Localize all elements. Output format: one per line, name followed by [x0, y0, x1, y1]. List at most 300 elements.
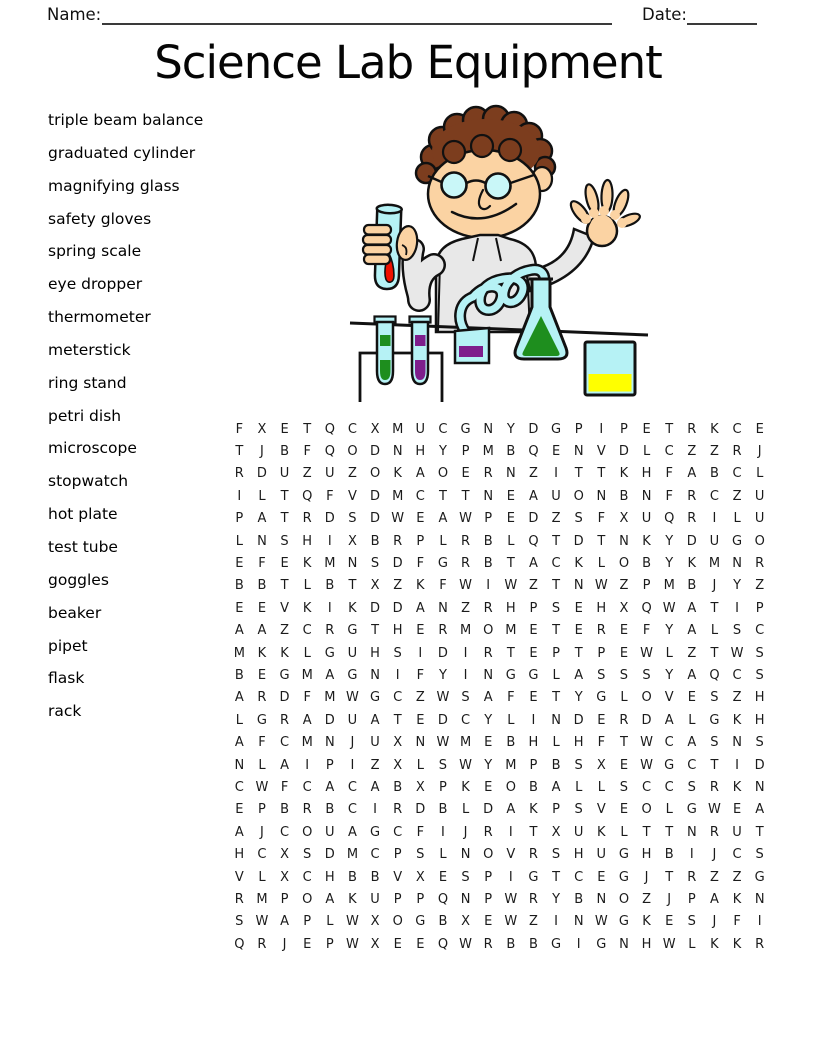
word-list-item: triple beam balance [48, 111, 204, 129]
grid-row [228, 597, 771, 619]
grid-letter: M [346, 847, 359, 863]
grid-letter: T [280, 578, 289, 594]
grid-letter: Y [665, 533, 674, 549]
grid-letter: G [618, 914, 629, 930]
grid-letter: X [393, 735, 403, 751]
grid-letter: S [574, 511, 583, 527]
grid-letter: P [574, 421, 583, 437]
grid-letter: Q [664, 511, 675, 527]
grid-letter: Z [642, 891, 652, 907]
grid-letter: S [416, 847, 425, 863]
grid-letter: I [508, 824, 513, 840]
grid-letter: G [370, 690, 381, 706]
grid-letter: H [754, 690, 765, 706]
grid-letter: D [324, 847, 335, 863]
grid-letter: I [486, 578, 491, 594]
grid-row [228, 799, 771, 821]
grid-letter: Z [280, 623, 290, 639]
grid-letter: I [712, 511, 717, 527]
grid-letter: G [754, 869, 765, 885]
grid-letter: Q [528, 444, 539, 460]
grid-letter: B [528, 779, 538, 795]
grid-letter: T [280, 511, 289, 527]
grid-letter: G [709, 712, 720, 728]
grid-row [228, 508, 771, 530]
grid-letter: L [756, 466, 764, 482]
grid-letter: G [528, 869, 539, 885]
grid-letter: Q [437, 936, 449, 952]
test-tube-rack [360, 317, 442, 403]
grid-letter: V [664, 690, 674, 706]
grid-letter: T [710, 757, 719, 773]
grid-letter: S [710, 735, 719, 751]
grid-letter: S [370, 556, 380, 572]
grid-letter: K [687, 556, 697, 572]
grid-letter: S [551, 847, 561, 863]
grid-letter: F [416, 824, 425, 840]
grid-letter: W [436, 735, 450, 751]
grid-letter: V [506, 847, 516, 863]
grid-letter: E [665, 914, 674, 930]
grid-letter: E [687, 690, 696, 706]
grid-letter: L [620, 690, 628, 706]
grid-letter: P [416, 891, 425, 907]
grid-letter: T [665, 824, 674, 840]
grid-letter: V [347, 488, 357, 504]
grid-letter: A [257, 511, 267, 527]
grid-letter: K [574, 556, 583, 572]
grid-letter: V [596, 444, 606, 460]
name-label: Name: [47, 5, 102, 24]
grid-letter: C [732, 466, 742, 482]
grid-letter: S [574, 802, 583, 818]
grid-letter: W [730, 645, 744, 661]
rack-test-tube-purple [410, 317, 431, 385]
grid-letter: A [687, 667, 697, 683]
grid-letter: D [370, 488, 381, 504]
grid-letter: X [370, 936, 380, 952]
word-list-item: pipet [48, 636, 88, 655]
grid-letter: M [459, 735, 472, 751]
grid-letter: A [234, 824, 244, 840]
grid-letter: L [258, 488, 266, 504]
grid-letter: R [302, 802, 312, 818]
grid-letter: Z [347, 466, 357, 482]
grid-letter: E [280, 556, 289, 572]
grid-letter: L [597, 779, 605, 795]
word-list-item: microscope [48, 439, 137, 458]
grid-letter: L [688, 712, 696, 728]
grid-letter: E [529, 623, 538, 639]
grid-letter: B [551, 757, 561, 773]
grid-letter: T [574, 466, 583, 482]
grid-letter: U [596, 847, 607, 863]
grid-letter: O [483, 623, 494, 639]
grid-letter: N [596, 488, 607, 504]
grid-letter: Y [484, 757, 493, 773]
grid-letter: W [459, 578, 472, 594]
grid-letter: W [662, 600, 676, 616]
grid-letter: M [482, 444, 494, 460]
grid-letter: P [439, 779, 447, 795]
word-list-item: thermometer [48, 308, 151, 327]
grid-letter: C [302, 869, 312, 885]
grid-letter: I [689, 847, 694, 863]
grid-letter: M [708, 556, 721, 572]
grid-letter: A [687, 600, 697, 616]
grid-letter: A [234, 623, 244, 639]
grid-letter: Z [732, 869, 742, 885]
grid-letter: R [461, 533, 471, 549]
grid-letter: F [665, 466, 673, 482]
grid-letter: Z [461, 600, 471, 616]
grid-letter: H [573, 735, 584, 751]
grid-letter: R [325, 623, 335, 639]
grid-letter: L [665, 645, 673, 661]
grid-letter: B [234, 667, 244, 683]
grid-letter: T [529, 824, 538, 840]
grid-letter: I [237, 488, 242, 504]
grid-letter: T [506, 556, 515, 572]
grid-letter: H [754, 712, 765, 728]
grid-letter: M [324, 690, 336, 706]
grid-letter: J [644, 869, 649, 885]
grid-letter: B [347, 869, 357, 885]
grid-row [228, 911, 771, 933]
grid-letter: C [664, 444, 674, 460]
grid-letter: W [255, 914, 269, 930]
grid-row [228, 709, 771, 731]
grid-letter: N [505, 466, 516, 482]
grid-letter: B [506, 444, 516, 460]
grid-letter: Q [324, 421, 335, 437]
grid-letter: B [325, 578, 335, 594]
grid-letter: T [597, 466, 606, 482]
grid-letter: T [665, 869, 674, 885]
grid-letter: Z [528, 914, 538, 930]
grid-letter: N [619, 533, 629, 549]
grid-letter: B [506, 936, 516, 952]
grid-letter: N [732, 556, 742, 572]
grid-letter: F [235, 421, 244, 437]
grid-row [228, 642, 771, 664]
grid-letter: I [441, 824, 445, 840]
grid-letter: K [461, 779, 470, 795]
word-list-item: beaker [48, 603, 102, 622]
grid-letter: T [348, 578, 357, 594]
grid-letter: L [326, 914, 334, 930]
grid-letter: I [576, 936, 581, 952]
grid-letter: P [393, 891, 402, 907]
grid-letter: Q [641, 600, 652, 616]
grid-letter: D [573, 533, 584, 549]
grid-letter: N [370, 667, 380, 683]
grid-letter: P [303, 914, 312, 930]
grid-letter: C [687, 757, 697, 773]
grid-letter: N [754, 779, 765, 795]
grid-letter: R [483, 645, 493, 661]
grid-letter: A [551, 779, 561, 795]
grid-letter: T [574, 645, 583, 661]
grid-letter: T [710, 600, 719, 616]
grid-letter: Y [438, 667, 447, 683]
grid-letter: A [687, 623, 697, 639]
grid-letter: H [324, 869, 335, 885]
grid-letter: H [641, 466, 652, 482]
grid-letter: D [256, 466, 267, 482]
grid-letter: R [709, 779, 719, 795]
grid-letter: F [665, 488, 673, 504]
grid-letter: D [686, 533, 697, 549]
grid-letter: A [415, 466, 425, 482]
grid-letter: U [573, 824, 584, 840]
grid-letter: R [596, 623, 606, 639]
grid-letter: Y [665, 667, 674, 683]
grid-letter: F [597, 511, 606, 527]
grid-letter: L [439, 533, 447, 549]
grid-letter: H [505, 600, 516, 616]
grid-letter: T [461, 488, 470, 504]
grid-letter: I [373, 802, 377, 818]
grid-letter: S [438, 757, 448, 773]
grid-letter: S [574, 757, 583, 773]
grid-letter: L [575, 779, 583, 795]
grid-letter: A [506, 802, 516, 818]
grid-letter: N [641, 488, 652, 504]
grid-letter: N [234, 757, 245, 773]
grid-letter: R [528, 847, 538, 863]
grid-row [228, 620, 771, 642]
grid-letter: I [463, 645, 468, 661]
grid-letter: L [733, 511, 741, 527]
grid-letter: I [395, 667, 400, 683]
grid-letter: O [302, 891, 313, 907]
grid-letter: B [257, 578, 267, 594]
grid-letter: G [256, 712, 267, 728]
grid-letter: E [416, 936, 425, 952]
grid-row [228, 866, 771, 888]
grid-row [228, 418, 771, 440]
grid-letter: P [280, 891, 289, 907]
grid-letter: A [664, 712, 674, 728]
grid-letter: G [618, 847, 629, 863]
grid-letter: E [393, 936, 402, 952]
grid-letter: B [370, 869, 380, 885]
grid-letter: E [597, 869, 606, 885]
grid-letter: P [552, 645, 560, 661]
grid-letter: T [371, 623, 380, 639]
grid-letter: R [755, 556, 765, 572]
grid-letter: E [461, 466, 470, 482]
grid-letter: C [302, 623, 312, 639]
grid-letter: E [438, 869, 448, 885]
grid-letter: T [552, 623, 561, 639]
grid-letter: S [597, 667, 606, 683]
grid-letter: L [258, 869, 266, 885]
grid-letter: X [393, 757, 403, 773]
grid-letter: D [370, 600, 381, 616]
grid-letter: C [302, 779, 312, 795]
grid-letter: D [324, 511, 335, 527]
grid-letter: O [641, 690, 652, 706]
word-list-item: test tube [48, 537, 118, 556]
grid-letter: E [235, 802, 244, 818]
grid-letter: X [619, 511, 629, 527]
grid-letter: A [755, 802, 765, 818]
grid-letter: C [393, 690, 403, 706]
grid-letter: G [551, 936, 562, 952]
grid-letter: C [280, 735, 290, 751]
grid-letter: O [618, 891, 630, 907]
grid-letter: K [348, 891, 357, 907]
grid-letter: T [552, 578, 561, 594]
grid-letter: S [710, 690, 719, 706]
grid-letter: K [529, 802, 538, 818]
grid-letter: I [463, 667, 468, 683]
grid-letter: R [483, 824, 493, 840]
grid-letter: G [528, 667, 539, 683]
grid-letter: R [461, 556, 471, 572]
grid-letter: A [325, 667, 335, 683]
grid-letter: C [347, 421, 357, 437]
grid-letter: X [370, 578, 380, 594]
grid-letter: L [439, 847, 447, 863]
grid-letter: R [732, 444, 742, 460]
grid-letter: A [280, 914, 290, 930]
grid-letter: C [370, 847, 380, 863]
grid-letter: E [642, 421, 651, 437]
grid-letter: Z [415, 690, 425, 706]
grid-letter: B [574, 891, 584, 907]
grid-letter: K [642, 914, 651, 930]
grid-letter: X [280, 847, 290, 863]
grid-row [228, 731, 771, 753]
grid-letter: R [280, 712, 290, 728]
grid-letter: U [325, 466, 335, 482]
grid-letter: L [552, 667, 560, 683]
grid-letter: E [755, 421, 764, 437]
grid-letter: Y [484, 712, 493, 728]
grid-letter: K [302, 556, 312, 572]
grid-letter: E [597, 712, 606, 728]
word-list [48, 111, 203, 735]
word-list-item: rack [48, 702, 82, 721]
grid-letter: E [619, 645, 629, 661]
grid-letter: R [393, 533, 403, 549]
word-list-item: petri dish [48, 406, 122, 425]
grid-letter: E [484, 735, 493, 751]
grid-letter: L [507, 533, 515, 549]
grid-letter: C [664, 735, 674, 751]
grid-letter: D [370, 444, 381, 460]
grid-letter: K [280, 645, 289, 661]
grid-letter: N [483, 488, 494, 504]
grid-letter: O [618, 556, 630, 572]
word-list-item: graduated cylinder [48, 143, 196, 162]
grid-letter: V [234, 869, 244, 885]
grid-letter: L [303, 645, 311, 661]
grid-letter: L [552, 735, 560, 751]
grid-row [228, 530, 771, 552]
grid-letter: V [596, 802, 606, 818]
grid-letter: I [735, 600, 739, 616]
grid-letter: Y [552, 891, 561, 907]
grid-letter: S [393, 645, 402, 661]
grid-letter: D [528, 511, 539, 527]
grid-letter: Q [709, 667, 720, 683]
grid-letter: X [257, 421, 267, 437]
grid-letter: E [280, 421, 289, 437]
grid-letter: I [554, 914, 558, 930]
grid-letter: T [552, 533, 561, 549]
name-blank-line [102, 3, 612, 25]
grid-letter: R [257, 690, 267, 706]
grid-letter: A [302, 712, 312, 728]
grid-row [228, 888, 771, 910]
grid-letter: B [687, 578, 697, 594]
grid-letter: A [257, 623, 267, 639]
grid-letter: Y [506, 421, 515, 437]
grid-letter: N [347, 556, 358, 572]
grid-letter: C [438, 421, 448, 437]
grid-row [228, 485, 771, 507]
grid-letter: U [347, 645, 358, 661]
grid-letter: N [257, 533, 267, 549]
grid-letter: Z [370, 757, 380, 773]
grid-letter: K [710, 421, 719, 437]
grid-letter: T [235, 444, 244, 460]
grid-letter: C [234, 779, 244, 795]
grid-letter: Z [709, 869, 719, 885]
grid-letter: X [619, 600, 629, 616]
grid-letter: N [596, 891, 607, 907]
grid-letter: E [484, 914, 493, 930]
grid-letter: A [415, 600, 425, 616]
grid-letter: P [484, 869, 493, 885]
grid-letter: H [573, 847, 584, 863]
grid-letter: L [303, 578, 311, 594]
word-list-item: spring scale [48, 242, 142, 261]
grid-letter: I [554, 466, 558, 482]
grid-letter: E [257, 600, 267, 616]
grid-letter: P [325, 757, 334, 773]
grid-letter: Z [551, 511, 561, 527]
grid-letter: O [505, 779, 516, 795]
grid-letter: L [235, 533, 243, 549]
grid-letter: J [260, 444, 264, 460]
grid-letter: O [392, 914, 403, 930]
grid-letter: T [665, 421, 674, 437]
grid-letter: W [459, 511, 472, 527]
grid-letter: Z [732, 488, 742, 504]
grid-letter: E [235, 556, 244, 572]
grid-letter: E [506, 488, 515, 504]
grid-letter: N [754, 891, 765, 907]
rack-test-tube-green [375, 317, 396, 385]
grid-letter: P [416, 533, 425, 549]
grid-letter: B [325, 802, 335, 818]
grid-letter: P [755, 600, 764, 616]
grid-letter: M [392, 421, 404, 437]
grid-letter: T [506, 645, 515, 661]
grid-letter: B [438, 802, 448, 818]
grid-letter: P [687, 891, 696, 907]
grid-letter: T [438, 488, 447, 504]
grid-letter: E [619, 623, 629, 639]
grid-letter: O [302, 824, 313, 840]
grid-letter: R [687, 869, 697, 885]
grid-letter: V [280, 600, 290, 616]
